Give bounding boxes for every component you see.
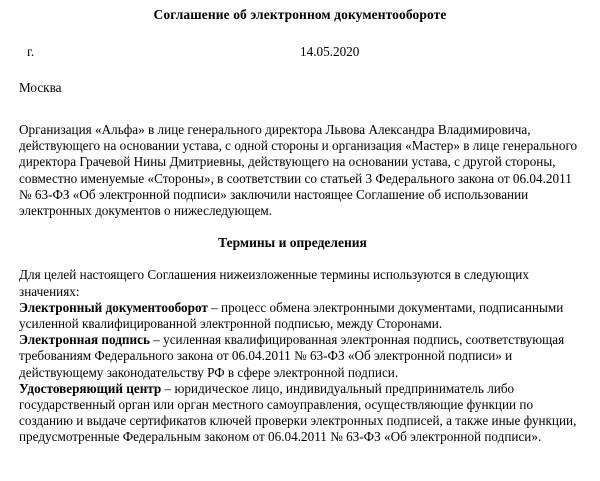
definition-term: Электронный документооборот xyxy=(19,299,208,315)
document-title: Соглашение об электронном документообороте xyxy=(153,7,447,22)
document-body xyxy=(0,96,600,446)
dateline xyxy=(0,44,600,60)
definition-term: Электронная подпись xyxy=(19,332,150,348)
city-name: Москва xyxy=(19,80,62,95)
definitions-intro: Для целей настоящего Соглашения нижеизложенные термины используются в следующих значениях: xyxy=(19,267,529,299)
definition-item xyxy=(19,300,578,332)
definition-term: Удостоверяющий центр xyxy=(19,380,162,396)
definition-dash: – xyxy=(207,299,222,315)
preamble-paragraph: Организация «Альфа» в лице генерального директора Львова Александра Владимировича, действующего на основании устава, с одной стороны и организация «Мастер» в лице генерального директора Грачевой Нины Дмитриевны, действующего на основании устава, с другой стороны, совместно именуемые «Стороны», в соответствии со статьей 3 Федерального закона от 06.04.2011 № 63-ФЗ «Об электронной подписи» заключили настоящее Соглашение об использовании электронных документов о нижеследующем. xyxy=(19,122,578,219)
definition-text: усиленная квалифицированная электронная подпись, соответствующая требованиям Федерального закона от 06.04.2011 № 63-ФЗ «Об электронной подписи» и действующему законодательству РФ в сфере электронной подписи. xyxy=(19,332,565,380)
document-date: 14.05.2020 xyxy=(300,44,360,59)
city-abbreviation: г. xyxy=(27,44,35,59)
definition-text: юридическое лицо, индивидуальный предприниматель либо государственный орган или орган местного самоуправления, осуществляющие функции по созданию и выдаче сертификатов ключей проверки электронных подписей, а также иные функции, предусмотренные Федеральным законом от 06.04.2011 № 63-ФЗ «Об электронной подписи». xyxy=(19,380,577,445)
definition-text: процесс обмена электронными документами, подписанными усиленной квалифицированной электронной подписью, между Сторонами. xyxy=(19,299,564,332)
definition-item xyxy=(19,332,578,381)
definition-dash: – xyxy=(161,380,175,396)
definition-item xyxy=(19,381,578,446)
section-heading-terms: Термины и определения xyxy=(218,235,367,251)
definition-dash: – xyxy=(149,332,164,348)
